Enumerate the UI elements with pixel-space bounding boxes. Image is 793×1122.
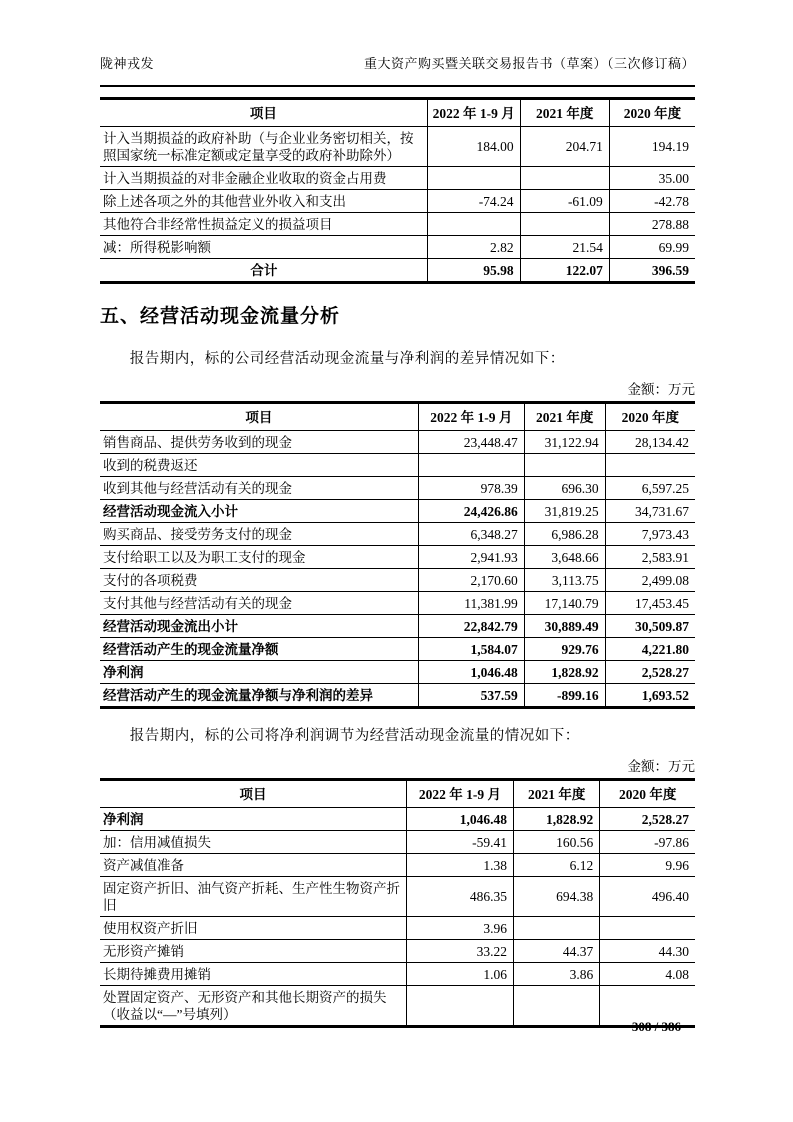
row-label: 经营活动现金流入小计 [100,500,418,523]
row-label: 收到的税费返还 [100,454,418,477]
table-row [100,986,695,1027]
value-cell: 2,528.27 [600,808,695,831]
table-row [100,431,695,454]
value-cell [514,917,600,940]
value-cell: 6.12 [514,854,600,877]
value-cell: -97.86 [600,831,695,854]
value-cell: -42.78 [609,190,695,213]
value-cell: 496.40 [600,877,695,917]
value-cell: 6,597.25 [605,477,695,500]
column-header: 项目 [100,403,418,431]
value-cell: 31,819.25 [524,500,605,523]
profit-adjustment-table [100,778,695,1028]
nonrecurring-items-table [100,97,695,284]
report-title: 重大资产购买暨关联交易报告书（草案）（三次修订稿） [363,56,695,71]
value-cell: 1,584.07 [418,638,524,661]
value-cell [605,454,695,477]
column-header: 2021 年度 [520,99,609,127]
value-cell: 978.39 [418,477,524,500]
value-cell: 3,648.66 [524,546,605,569]
table-row [100,592,695,615]
row-label: 计入当期损益的对非金融企业收取的资金占用费 [100,167,427,190]
column-header: 2022 年 1-9 月 [406,780,513,808]
row-label: 净利润 [100,808,406,831]
value-cell: 24,426.86 [418,500,524,523]
table-row [100,661,695,684]
value-cell: 11,381.99 [418,592,524,615]
row-label: 支付其他与经营活动有关的现金 [100,592,418,615]
unit-label-2: 金额：万元 [627,759,695,774]
value-cell: 929.76 [524,638,605,661]
value-cell: 2,583.91 [605,546,695,569]
column-header: 2022 年 1-9 月 [427,99,520,127]
value-cell [520,167,609,190]
row-label: 支付给职工以及为职工支付的现金 [100,546,418,569]
table-row [100,259,695,283]
value-cell [406,986,513,1027]
table-header-row [100,99,695,127]
value-cell [524,454,605,477]
table-row [100,546,695,569]
value-cell: 95.98 [427,259,520,283]
column-header: 项目 [100,780,406,808]
value-cell: 7,973.43 [605,523,695,546]
value-cell: 2,170.60 [418,569,524,592]
value-cell [520,213,609,236]
row-label: 支付的各项税费 [100,569,418,592]
table-row [100,127,695,167]
row-label: 经营活动产生的现金流量净额与净利润的差异 [100,684,418,708]
row-label: 销售商品、提供劳务收到的现金 [100,431,418,454]
value-cell: 396.59 [609,259,695,283]
table-row [100,213,695,236]
table-row [100,615,695,638]
value-cell: 4,221.80 [605,638,695,661]
value-cell [427,167,520,190]
value-cell: 1,046.48 [418,661,524,684]
value-cell: 2,499.08 [605,569,695,592]
table-row [100,877,695,917]
value-cell: 3.86 [514,963,600,986]
column-header: 2022 年 1-9 月 [418,403,524,431]
row-label: 固定资产折旧、油气资产折耗、生产性生物资产折旧 [100,877,406,917]
data-table [100,97,695,284]
value-cell [514,986,600,1027]
value-cell: -899.16 [524,684,605,708]
value-cell: 3.96 [406,917,513,940]
value-cell: 44.37 [514,940,600,963]
value-cell: 30,509.87 [605,615,695,638]
value-cell: 486.35 [406,877,513,917]
value-cell: 9.96 [600,854,695,877]
value-cell: 694.38 [514,877,600,917]
intro-paragraph-1: 报告期内，标的公司经营活动现金流量与净利润的差异情况如下： [129,351,565,367]
table-row [100,477,695,500]
table-row [100,963,695,986]
column-header: 2020 年度 [609,99,695,127]
value-cell: 44.30 [600,940,695,963]
row-label: 净利润 [100,661,418,684]
value-cell: 34,731.67 [605,500,695,523]
row-label: 长期待摊费用摊销 [100,963,406,986]
table-header-row [100,780,695,808]
value-cell: -59.41 [406,831,513,854]
cashflow-vs-profit-table [100,401,695,709]
row-label: 计入当期损益的政府补助（与企业业务密切相关，按照国家统一标准定额或定量享受的政府补助除外） [100,127,427,167]
table-row [100,454,695,477]
row-label: 经营活动产生的现金流量净额 [100,638,418,661]
value-cell: 1,828.92 [514,808,600,831]
value-cell: 21.54 [520,236,609,259]
table-row [100,523,695,546]
table-row [100,500,695,523]
value-cell: 278.88 [609,213,695,236]
column-header: 项目 [100,99,427,127]
table-row [100,917,695,940]
value-cell: 1.06 [406,963,513,986]
value-cell: 1.38 [406,854,513,877]
value-cell: 33.22 [406,940,513,963]
table-row [100,638,695,661]
table-row [100,236,695,259]
row-label: 使用权资产折旧 [100,917,406,940]
data-table [100,778,695,1028]
row-label: 经营活动现金流出小计 [100,615,418,638]
value-cell: 2.82 [427,236,520,259]
table-row [100,831,695,854]
value-cell: 204.71 [520,127,609,167]
value-cell: 184.00 [427,127,520,167]
value-cell: 23,448.47 [418,431,524,454]
value-cell: -61.09 [520,190,609,213]
data-table [100,401,695,709]
table-row [100,167,695,190]
row-label: 无形资产摊销 [100,940,406,963]
row-label: 资产减值准备 [100,854,406,877]
value-cell [600,917,695,940]
table-row [100,190,695,213]
value-cell: 69.99 [609,236,695,259]
row-label: 处置固定资产、无形资产和其他长期资产的损失（收益以“—”号填列） [100,986,406,1027]
value-cell: 696.30 [524,477,605,500]
row-label: 购买商品、接受劳务支付的现金 [100,523,418,546]
unit-label-1: 金额：万元 [627,382,695,397]
value-cell: 3,113.75 [524,569,605,592]
value-cell: 6,348.27 [418,523,524,546]
value-cell: 28,134.42 [605,431,695,454]
table-row [100,684,695,708]
column-header: 2020 年度 [600,780,695,808]
table-row [100,569,695,592]
value-cell: 17,140.79 [524,592,605,615]
table-row [100,808,695,831]
value-cell: 4.08 [600,963,695,986]
row-label: 加：信用减值损失 [100,831,406,854]
value-cell: -74.24 [427,190,520,213]
page-header [100,0,695,87]
value-cell: 30,889.49 [524,615,605,638]
row-label: 其他符合非经常性损益定义的损益项目 [100,213,427,236]
column-header: 2021 年度 [514,780,600,808]
value-cell: 22,842.79 [418,615,524,638]
value-cell [418,454,524,477]
value-cell: 35.00 [609,167,695,190]
table-row [100,940,695,963]
value-cell [427,213,520,236]
value-cell: 17,453.45 [605,592,695,615]
section-heading: 五、经营活动现金流量分析 [100,306,341,327]
table-row [100,854,695,877]
column-header: 2021 年度 [524,403,605,431]
table-header-row [100,403,695,431]
value-cell: 1,693.52 [605,684,695,708]
company-name: 陇神戎发 [100,56,155,71]
value-cell: 537.59 [418,684,524,708]
value-cell: 31,122.94 [524,431,605,454]
row-label: 合计 [100,259,427,283]
value-cell: 160.56 [514,831,600,854]
value-cell: 6,986.28 [524,523,605,546]
value-cell: 1,828.92 [524,661,605,684]
value-cell: 2,941.93 [418,546,524,569]
value-cell: 2,528.27 [605,661,695,684]
row-label: 除上述各项之外的其他营业外收入和支出 [100,190,427,213]
page-number: 308 / 386 [631,1019,681,1034]
row-label: 收到其他与经营活动有关的现金 [100,477,418,500]
value-cell: 194.19 [609,127,695,167]
intro-paragraph-2: 报告期内，标的公司将净利润调节为经营活动现金流量的情况如下： [129,728,580,744]
value-cell: 122.07 [520,259,609,283]
row-label: 减：所得税影响额 [100,236,427,259]
column-header: 2020 年度 [605,403,695,431]
value-cell: 1,046.48 [406,808,513,831]
